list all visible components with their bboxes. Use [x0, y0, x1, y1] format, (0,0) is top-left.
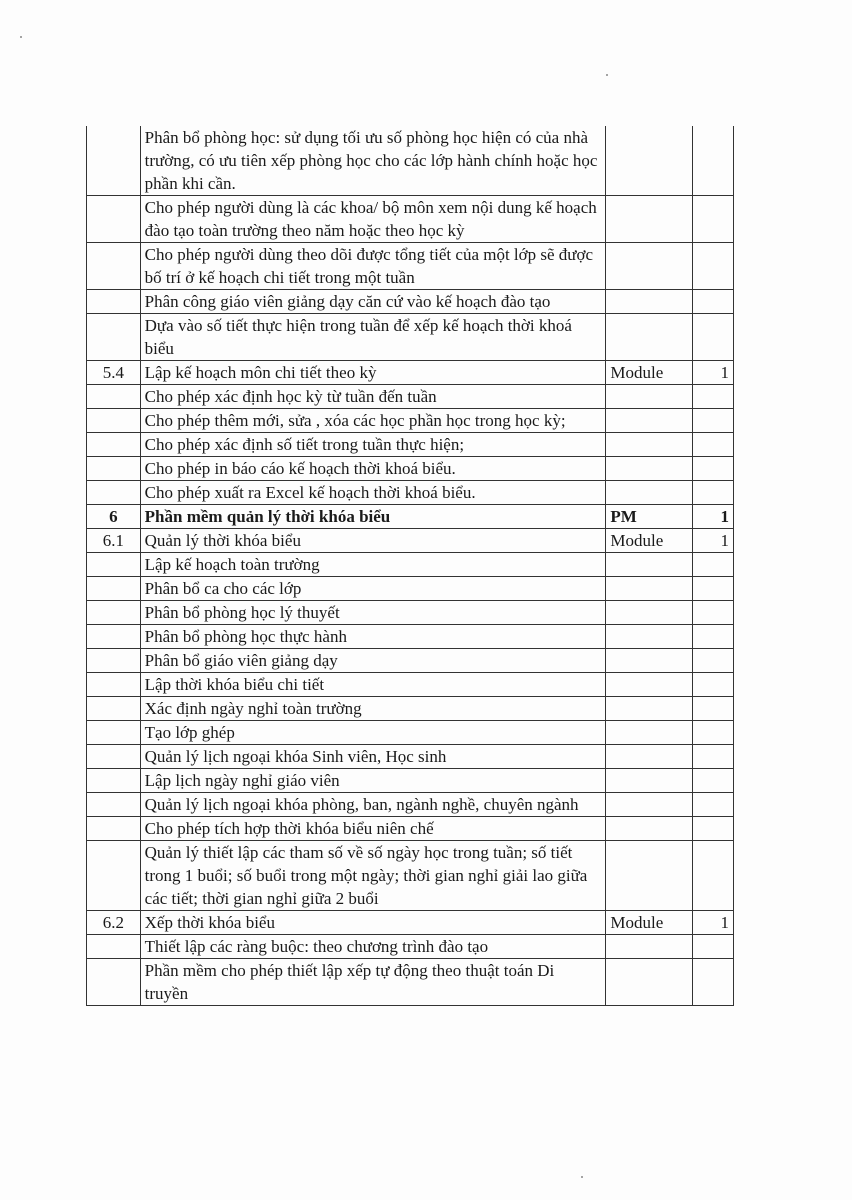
- quantity-cell: [693, 817, 734, 841]
- table-row: [87, 529, 734, 553]
- table-row: [87, 625, 734, 649]
- table-row: [87, 649, 734, 673]
- quantity-cell: [693, 243, 734, 290]
- table-row: [87, 126, 734, 196]
- specification-table: [86, 126, 734, 1006]
- unit-cell: [606, 697, 693, 721]
- unit-cell: [606, 290, 693, 314]
- table-row: [87, 769, 734, 793]
- quantity-cell: 1: [693, 911, 734, 935]
- quantity-cell: [693, 409, 734, 433]
- row-number-cell: 6.1: [87, 529, 141, 553]
- row-number-cell: [87, 314, 141, 361]
- quantity-cell: [693, 126, 734, 196]
- scan-speck: [606, 74, 608, 76]
- quantity-cell: [693, 769, 734, 793]
- quantity-cell: 1: [693, 529, 734, 553]
- unit-cell: [606, 935, 693, 959]
- row-number-cell: [87, 385, 141, 409]
- description-cell: Phần mềm cho phép thiết lập xếp tự động theo thuật toán Di truyền: [140, 959, 606, 1006]
- table-row: [87, 553, 734, 577]
- specification-table-body: [87, 126, 734, 1006]
- row-number-cell: [87, 290, 141, 314]
- description-cell: Cho phép xác định học kỳ từ tuần đến tuần: [140, 385, 606, 409]
- row-number-cell: [87, 625, 141, 649]
- description-cell: Phân bổ ca cho các lớp: [140, 577, 606, 601]
- row-number-cell: [87, 126, 141, 196]
- unit-cell: [606, 433, 693, 457]
- row-number-cell: [87, 457, 141, 481]
- scan-speck: [581, 1176, 583, 1178]
- quantity-cell: [693, 625, 734, 649]
- row-number-cell: [87, 577, 141, 601]
- quantity-cell: [693, 959, 734, 1006]
- description-cell: Quản lý thời khóa biểu: [140, 529, 606, 553]
- table-row: [87, 314, 734, 361]
- description-cell: Cho phép xuất ra Excel kế hoạch thời khoá biểu.: [140, 481, 606, 505]
- quantity-cell: [693, 314, 734, 361]
- unit-cell: [606, 959, 693, 1006]
- table-row: [87, 911, 734, 935]
- quantity-cell: [693, 457, 734, 481]
- unit-cell: [606, 673, 693, 697]
- quantity-cell: [693, 577, 734, 601]
- description-cell: Lập lịch ngày nghỉ giáo viên: [140, 769, 606, 793]
- quantity-cell: [693, 841, 734, 911]
- unit-cell: [606, 481, 693, 505]
- table-row: [87, 481, 734, 505]
- row-number-cell: [87, 553, 141, 577]
- table-row: [87, 577, 734, 601]
- description-cell: Xác định ngày nghỉ toàn trường: [140, 697, 606, 721]
- unit-cell: [606, 314, 693, 361]
- description-cell: Phân bổ giáo viên giảng dạy: [140, 649, 606, 673]
- table-row: [87, 793, 734, 817]
- unit-cell: PM: [606, 505, 693, 529]
- row-number-cell: [87, 793, 141, 817]
- table-row: [87, 196, 734, 243]
- unit-cell: [606, 649, 693, 673]
- quantity-cell: [693, 433, 734, 457]
- unit-cell: Module: [606, 361, 693, 385]
- description-cell: Cho phép xác định số tiết trong tuần thực hiện;: [140, 433, 606, 457]
- unit-cell: [606, 793, 693, 817]
- row-number-cell: 6.2: [87, 911, 141, 935]
- table-row: [87, 841, 734, 911]
- table-row: [87, 935, 734, 959]
- table-row: [87, 361, 734, 385]
- row-number-cell: [87, 745, 141, 769]
- scan-speck: [20, 36, 22, 38]
- description-cell: Tạo lớp ghép: [140, 721, 606, 745]
- description-cell: Quản lý lịch ngoại khóa Sinh viên, Học sinh: [140, 745, 606, 769]
- quantity-cell: [693, 745, 734, 769]
- unit-cell: Module: [606, 529, 693, 553]
- description-cell: Phân bổ phòng học thực hành: [140, 625, 606, 649]
- row-number-cell: [87, 601, 141, 625]
- table-row: [87, 290, 734, 314]
- unit-cell: [606, 457, 693, 481]
- unit-cell: [606, 841, 693, 911]
- quantity-cell: [693, 290, 734, 314]
- unit-cell: [606, 409, 693, 433]
- description-cell: Phân bổ phòng học lý thuyết: [140, 601, 606, 625]
- row-number-cell: 6: [87, 505, 141, 529]
- table-row: [87, 457, 734, 481]
- description-cell: Lập thời khóa biểu chi tiết: [140, 673, 606, 697]
- row-number-cell: [87, 481, 141, 505]
- row-number-cell: [87, 433, 141, 457]
- unit-cell: [606, 745, 693, 769]
- row-number-cell: [87, 841, 141, 911]
- quantity-cell: 1: [693, 361, 734, 385]
- unit-cell: Module: [606, 911, 693, 935]
- row-number-cell: [87, 769, 141, 793]
- row-number-cell: [87, 697, 141, 721]
- quantity-cell: [693, 649, 734, 673]
- description-cell: Xếp thời khóa biểu: [140, 911, 606, 935]
- table-row: [87, 745, 734, 769]
- table-row: [87, 385, 734, 409]
- quantity-cell: [693, 385, 734, 409]
- unit-cell: [606, 553, 693, 577]
- row-number-cell: 5.4: [87, 361, 141, 385]
- description-cell: Quản lý thiết lập các tham số về số ngày học trong tuần; số tiết trong 1 buổi; số buổi trong một ngày; thời gian nghỉ giải lao giữa các tiết; thời gian nghỉ giữa 2 buổi: [140, 841, 606, 911]
- description-cell: Lập kế hoạch toàn trường: [140, 553, 606, 577]
- table-row: [87, 673, 734, 697]
- table-row: [87, 721, 734, 745]
- description-cell: Dựa vào số tiết thực hiện trong tuần để xếp kế hoạch thời khoá biểu: [140, 314, 606, 361]
- row-number-cell: [87, 935, 141, 959]
- unit-cell: [606, 243, 693, 290]
- table-row: [87, 601, 734, 625]
- table-row: [87, 243, 734, 290]
- unit-cell: [606, 601, 693, 625]
- quantity-cell: [693, 196, 734, 243]
- description-cell: Phân bổ phòng học: sử dụng tối ưu số phòng học hiện có của nhà trường, có ưu tiên xếp phòng học cho các lớp hành chính hoặc học phần khi cần.: [140, 126, 606, 196]
- description-cell: Cho phép người dùng theo dõi được tổng tiết của một lớp sẽ được bố trí ở kế hoạch chi tiết trong một tuần: [140, 243, 606, 290]
- unit-cell: [606, 625, 693, 649]
- quantity-cell: [693, 697, 734, 721]
- quantity-cell: [693, 673, 734, 697]
- row-number-cell: [87, 959, 141, 1006]
- unit-cell: [606, 126, 693, 196]
- description-cell: Thiết lập các ràng buộc: theo chương trình đào tạo: [140, 935, 606, 959]
- row-number-cell: [87, 673, 141, 697]
- row-number-cell: [87, 243, 141, 290]
- quantity-cell: [693, 935, 734, 959]
- description-cell: Lập kế hoạch môn chi tiết theo kỳ: [140, 361, 606, 385]
- description-cell: Cho phép thêm mới, sửa , xóa các học phần học trong học kỳ;: [140, 409, 606, 433]
- table-row: [87, 505, 734, 529]
- unit-cell: [606, 196, 693, 243]
- row-number-cell: [87, 196, 141, 243]
- quantity-cell: [693, 481, 734, 505]
- table-row: [87, 697, 734, 721]
- table-row: [87, 959, 734, 1006]
- quantity-cell: [693, 601, 734, 625]
- row-number-cell: [87, 649, 141, 673]
- row-number-cell: [87, 409, 141, 433]
- description-cell: Phân công giáo viên giảng dạy căn cứ vào kế hoạch đào tạo: [140, 290, 606, 314]
- description-cell: Cho phép tích hợp thời khóa biểu niên chế: [140, 817, 606, 841]
- description-cell: Quản lý lịch ngoại khóa phòng, ban, ngành nghề, chuyên ngành: [140, 793, 606, 817]
- quantity-cell: [693, 793, 734, 817]
- quantity-cell: [693, 721, 734, 745]
- quantity-cell: [693, 553, 734, 577]
- description-cell: Phần mềm quản lý thời khóa biểu: [140, 505, 606, 529]
- row-number-cell: [87, 721, 141, 745]
- unit-cell: [606, 385, 693, 409]
- unit-cell: [606, 577, 693, 601]
- unit-cell: [606, 721, 693, 745]
- unit-cell: [606, 769, 693, 793]
- table-row: [87, 433, 734, 457]
- unit-cell: [606, 817, 693, 841]
- description-cell: Cho phép in báo cáo kế hoạch thời khoá biểu.: [140, 457, 606, 481]
- row-number-cell: [87, 817, 141, 841]
- table-row: [87, 817, 734, 841]
- description-cell: Cho phép người dùng là các khoa/ bộ môn xem nội dung kế hoạch đào tạo toàn trường theo năm hoặc theo học kỳ: [140, 196, 606, 243]
- quantity-cell: 1: [693, 505, 734, 529]
- table-row: [87, 409, 734, 433]
